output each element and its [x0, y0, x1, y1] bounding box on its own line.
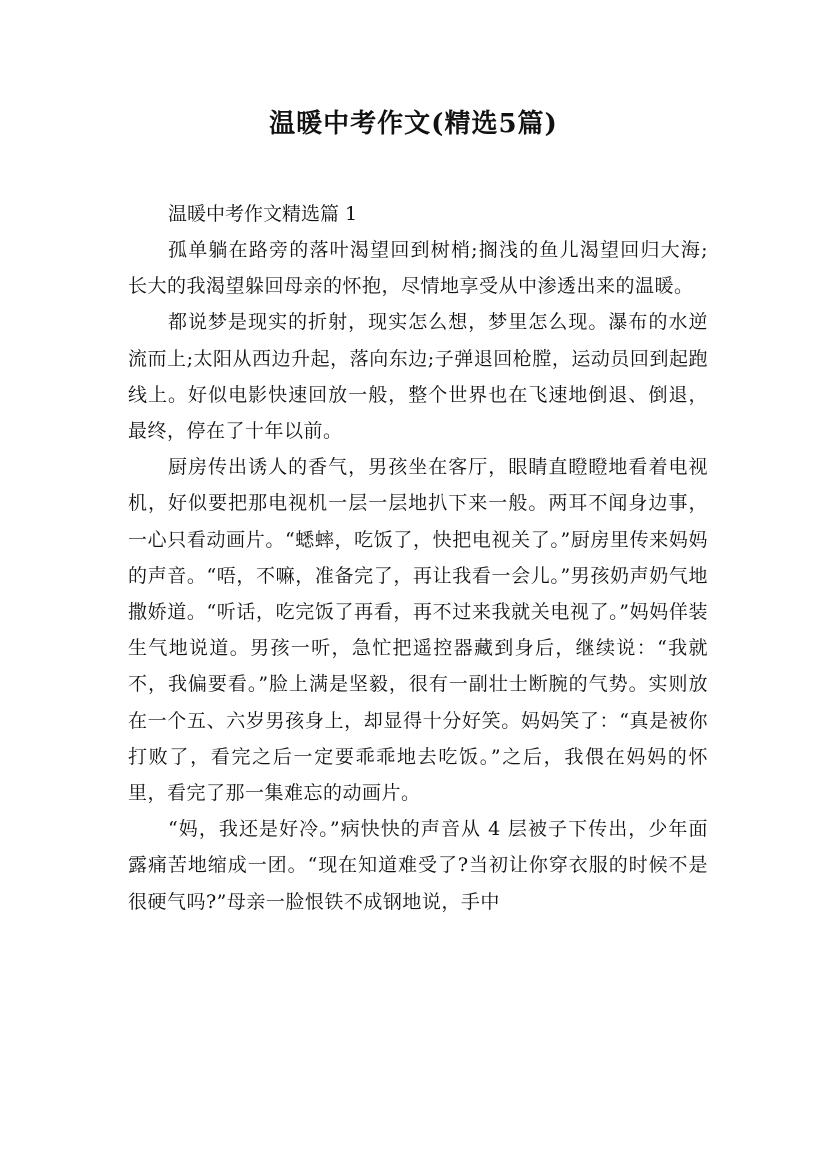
paragraph-4: “妈，我还是好冷。”病快快的声音从 4 层被子下传出，少年面露痛苦地缩成一团。“现在知道难受了?当初让你穿衣服的时候不是很硬气吗?”母亲一脸恨铁不成钢地说，手中 — [128, 818, 708, 913]
paragraph-2: 都说梦是现实的折射，现实怎么想，梦里怎么现。瀑布的水逆流而上;太阳从西边升起，落向东边;子弹退回枪膛，运动员回到起跑线上。好似电影快速回放一般，整个世界也在飞速地倒退、倒退，最终，停在了十年以前。 — [128, 311, 708, 443]
paragraph-3: 厨房传出诱人的香气，男孩坐在客厅，眼睛直瞪瞪地看着电视机，好似要把那电视机一层一层地扒下来一般。两耳不闻身边事，一心只看动画片。“蟋蟀，吃饭了，快把电视关了。”厨房里传来妈妈的声音。“唔，不嘛，准备完了，再让我看一会儿。”男孩奶声奶气地撒娇道。“听话，吃完饭了再看，再不过来我就关电视了。”妈妈佯装生气地说道。男孩一听，急忙把遥控器藏到身后，继续说：“我就不，我偏要看。”脸上满是坚毅，很有一副壮士断腕的气势。实则放在一个五、六岁男孩身上，却显得十分好笑。妈妈笑了：“真是被你打败了，看完之后一定要乖乖地去吃饭。”之后，我偎在妈妈的怀里，看完了那一集难忘的动画片。 — [128, 456, 708, 805]
paragraph-1: 孤单躺在路旁的落叶渴望回到树梢;搁浅的鱼儿渴望回归大海;长大的我渴望躲回母亲的怀抱，尽情地享受从中渗透出来的温暖。 — [128, 239, 708, 298]
section-heading: 温暖中考作文精选篇 1 — [168, 203, 358, 225]
document-body — [128, 196, 708, 920]
document-title: 温暖中考作文(精选5篇) — [269, 109, 558, 139]
